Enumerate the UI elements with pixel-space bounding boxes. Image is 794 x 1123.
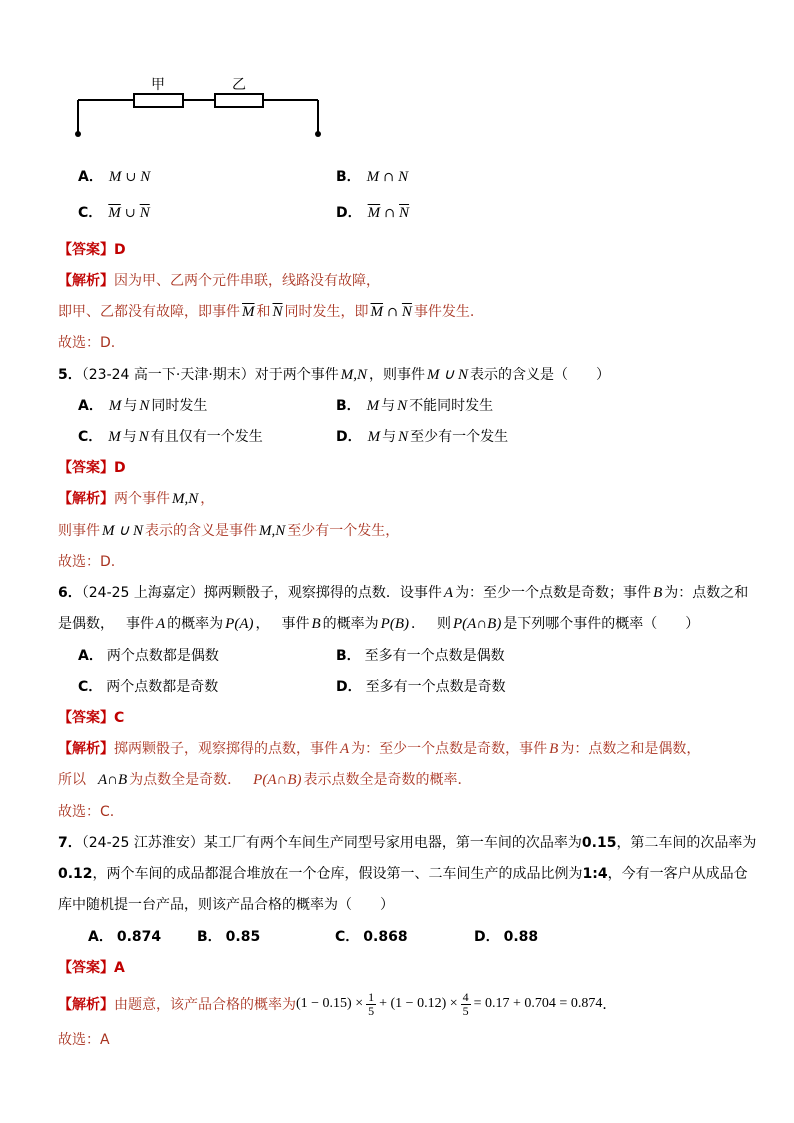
series-circuit-diagram (0, 60, 400, 150)
probability-a-and-b: P(A∩B) (253, 772, 302, 788)
analysis-text: 所以 (58, 772, 86, 788)
stem-text: 的概率为 (322, 616, 379, 632)
answer-value: A (114, 960, 125, 976)
probability-a-and-b: P(A∩B) (453, 616, 502, 632)
q6-option-a (78, 647, 219, 665)
option-text: 0.874 (116, 929, 162, 945)
q7-analysis-line (58, 989, 616, 1019)
q5-option-b (336, 397, 493, 415)
q7-option-a (88, 928, 161, 946)
fraction-one-fifth (366, 991, 376, 1018)
analysis-text: 和 (256, 304, 271, 320)
analysis-text: 为：点数之和是偶数， (560, 741, 701, 757)
analysis-text: ， (200, 491, 215, 507)
event-n-complement: $\overline{N}$ (399, 205, 410, 221)
analysis-text: 事件发生. (413, 304, 475, 320)
option-label: D． (336, 205, 362, 221)
option-text: 同时发生 (151, 398, 208, 414)
q5-option-d (336, 428, 508, 446)
stem-text: 事件 (281, 616, 310, 632)
q5-option-a (78, 397, 207, 415)
probability-formula (296, 991, 616, 1018)
q7-stem-line-1 (58, 834, 756, 852)
answer-tag: 【答案】 (58, 710, 114, 726)
analysis-text: 掷两颗骰子，观察掷得的点数，事件 (114, 741, 338, 757)
fraction-numerator: 1 (368, 989, 375, 1004)
answer-tag: 【答案】 (58, 960, 114, 976)
answer-value: D (114, 242, 126, 258)
option-text: 有且仅有一个发生 (150, 429, 263, 445)
formula-period: ． (602, 998, 617, 1013)
q4-option-d (336, 204, 411, 222)
formula-result: = 0.17 + 0.704 = 0.874 (473, 996, 603, 1011)
question-number: 7． (58, 835, 82, 851)
formula-term-2: + (1 − 0.12) × (379, 996, 458, 1011)
q6-analysis-line-2 (58, 771, 471, 789)
option-text: 不能同时发生 (409, 398, 494, 414)
analysis-text: 由题意，该产品合格的概率为 (114, 997, 296, 1013)
analysis-text: 至少有一个发生， (287, 523, 400, 539)
q4-conclusion: 故选：D. (58, 335, 116, 351)
event-m: M (367, 429, 381, 445)
option-text: 至多有一个点数是奇数 (365, 679, 506, 695)
option-label: B． (197, 929, 222, 945)
analysis-tag: 【解析】 (58, 491, 114, 507)
analysis-text: 即甲、乙都没有故障，即事件 (58, 304, 240, 320)
q5-analysis-line-1 (58, 490, 214, 508)
option-label: C． (78, 679, 103, 695)
union-expression: M ∪ N (427, 367, 469, 383)
union-expression: M ∪ N (102, 523, 143, 539)
stem-text: （23-24 高一下·天津·期末）对于两个事件 (81, 367, 339, 383)
resistor-yi (215, 94, 263, 107)
analysis-text: 则事件 (58, 523, 100, 539)
event-a: A (443, 585, 454, 601)
intersection-symbol: ∩ (384, 206, 396, 221)
analysis-text: 同时发生，即 (284, 304, 369, 320)
event-m: M (108, 398, 122, 414)
q6-option-b (336, 647, 505, 665)
formula-term-1: (1 − 0.15) × (296, 996, 364, 1011)
fraction-denominator: 5 (368, 1003, 375, 1018)
option-label: C． (78, 205, 103, 221)
q7-option-c (335, 928, 408, 946)
option-label: B． (336, 648, 361, 664)
event-n: N (139, 398, 150, 414)
q4-answer (58, 241, 126, 259)
q7-stem-line-3: 库中随机提一台产品，则该产品合格的概率为（ ） (58, 897, 394, 913)
analysis-text: 为：至少一个点数是奇数，事件 (351, 741, 548, 757)
option-text: 与 (381, 398, 396, 414)
stem-text: 则 (437, 616, 451, 632)
event-m: M (108, 169, 122, 185)
q6-option-c (78, 678, 218, 696)
q6-answer (58, 709, 124, 727)
analysis-text: 因为甲、乙两个元件串联，线路没有故障， (114, 273, 380, 289)
intersection-symbol: ∩ (383, 170, 395, 185)
event-a: A (340, 741, 350, 757)
q5-option-c (78, 428, 263, 446)
q6-stem-line-1 (58, 584, 748, 602)
event-n-complement: $\overline{N}$ (272, 304, 283, 320)
analysis-text: 表示的含义是事件 (144, 523, 257, 539)
q4-option-a (78, 168, 152, 186)
question-number: 6． (58, 585, 82, 601)
stem-text: ，则事件 (369, 367, 426, 383)
stem-text: 是下列哪个事件的概率（ ） (503, 616, 700, 632)
defect-rate-2: 0.12 (58, 866, 93, 882)
event-b: B (311, 616, 321, 632)
option-text: 至多有一个点数是偶数 (364, 648, 505, 664)
option-text: 与 (122, 429, 137, 445)
event-n: N (398, 429, 409, 445)
event-b: B (653, 585, 663, 601)
analysis-tag: 【解析】 (58, 273, 114, 289)
option-label: B． (336, 398, 361, 414)
q6-analysis-line-1 (58, 740, 700, 758)
q4-analysis-line-2 (58, 303, 474, 321)
option-text: 0.85 (225, 929, 261, 945)
answer-value: C (114, 710, 125, 726)
resistor-jia (134, 94, 183, 107)
defect-rate-1: 0.15 (581, 835, 617, 851)
option-text: 两个点数都是奇数 (106, 679, 219, 695)
event-m: M (366, 398, 380, 414)
intersection-expression: A∩B (98, 772, 128, 788)
question-number: 5． (58, 367, 82, 383)
option-text: 0.88 (503, 929, 539, 945)
q7-option-d (474, 928, 538, 946)
stem-text: ，今有一客户从成品仓 (607, 866, 748, 882)
analysis-tag: 【解析】 (58, 997, 114, 1013)
terminal-right-dot (315, 131, 321, 137)
option-label: D． (336, 679, 362, 695)
stem-text: ，第二车间的次品率为 (616, 835, 757, 851)
analysis-tag: 【解析】 (58, 741, 114, 757)
stem-text: 为：点数之和 (664, 585, 749, 601)
option-label: B． (336, 169, 361, 185)
option-text: 与 (123, 398, 138, 414)
union-symbol: ∪ (124, 206, 136, 221)
fraction-four-fifths (461, 991, 471, 1018)
q6-conclusion: 故选：C. (58, 804, 115, 820)
events-m-n: M,N (172, 491, 199, 507)
option-label: C． (78, 429, 103, 445)
events-m-n: M,N (340, 367, 368, 383)
option-label: D． (336, 429, 362, 445)
union-symbol: ∪ (125, 170, 137, 185)
option-text: 0.868 (363, 929, 408, 945)
terminal-left-dot (75, 131, 81, 137)
q4-analysis-line-1 (58, 272, 380, 290)
event-m-complement: $\overline{M}$ (367, 205, 381, 221)
option-label: C． (335, 929, 360, 945)
event-n: N (398, 169, 409, 185)
q4-option-b (336, 168, 410, 186)
option-label: A． (88, 929, 113, 945)
resistor-yi-label: 乙 (232, 77, 246, 93)
event-m: M (366, 169, 380, 185)
q7-answer (58, 959, 125, 977)
q5-stem (58, 366, 610, 384)
event-n-complement: $\overline{N}$ (139, 205, 150, 221)
intersection-symbol: ∩ (387, 305, 398, 320)
option-text: 至少有一个发生 (410, 429, 509, 445)
event-n-complement: $\overline{N}$ (401, 304, 412, 320)
fraction-numerator: 4 (462, 989, 469, 1004)
q4-option-c (78, 204, 152, 222)
q7-option-b (197, 928, 260, 946)
event-m-complement: $\overline{M}$ (108, 205, 121, 221)
stem-text: 为：至少一个点数是奇数；事件 (455, 585, 652, 601)
event-m-complement: $\overline{M}$ (242, 304, 255, 320)
resistor-jia-label: 甲 (151, 77, 165, 93)
answer-tag: 【答案】 (58, 242, 114, 258)
stem-text: ． (411, 616, 425, 632)
analysis-text: 为点数全是奇数． (129, 772, 242, 788)
q6-stem-line-2 (58, 615, 699, 633)
stem-text: 是偶数， (58, 616, 114, 632)
fraction-denominator: 5 (462, 1003, 469, 1018)
option-label: D． (474, 929, 500, 945)
events-m-n: M,N (258, 523, 286, 539)
option-label: A． (78, 648, 103, 664)
event-m-complement: $\overline{M}$ (370, 304, 384, 320)
stem-text: （24-25 江苏淮安）某工厂有两个车间生产同型号家用电器，第一车间的次品率为 (81, 835, 582, 851)
q5-conclusion: 故选：D. (58, 554, 116, 570)
q5-analysis-line-2 (58, 522, 399, 540)
event-n: N (140, 169, 151, 185)
output-ratio: 1:4 (582, 866, 608, 882)
option-text: 与 (382, 429, 397, 445)
stem-text: 事件 (126, 616, 154, 632)
answer-tag: 【答案】 (58, 460, 114, 476)
probability-b: P(B) (380, 616, 409, 632)
option-label: A． (78, 169, 103, 185)
analysis-text: 表示点数全是奇数的概率． (303, 772, 472, 788)
stem-text: ， (255, 616, 270, 632)
event-m: M (108, 429, 121, 445)
event-a: A (156, 616, 166, 632)
q5-answer (58, 459, 126, 477)
stem-text: 表示的含义是（ ） (470, 367, 611, 383)
event-b: B (549, 741, 559, 757)
event-n: N (397, 398, 408, 414)
stem-text: （24-25 上海嘉定）掷两颗骰子，观察掷得的点数．设事件 (81, 585, 442, 601)
analysis-text: 两个事件 (114, 491, 170, 507)
stem-text: 的概率为 (167, 616, 224, 632)
event-n: N (138, 429, 149, 445)
option-label: A． (78, 398, 103, 414)
option-text: 两个点数都是偶数 (106, 648, 219, 664)
probability-a: P(A) (225, 616, 254, 632)
q7-stem-line-2 (58, 865, 748, 883)
q7-conclusion: 故选：A (58, 1032, 110, 1048)
q6-option-d (336, 678, 506, 696)
answer-value: D (114, 460, 126, 476)
stem-text: ，两个车间的成品都混合堆放在一个仓库，假设第一、二车间生产的成品比例为 (92, 866, 583, 882)
